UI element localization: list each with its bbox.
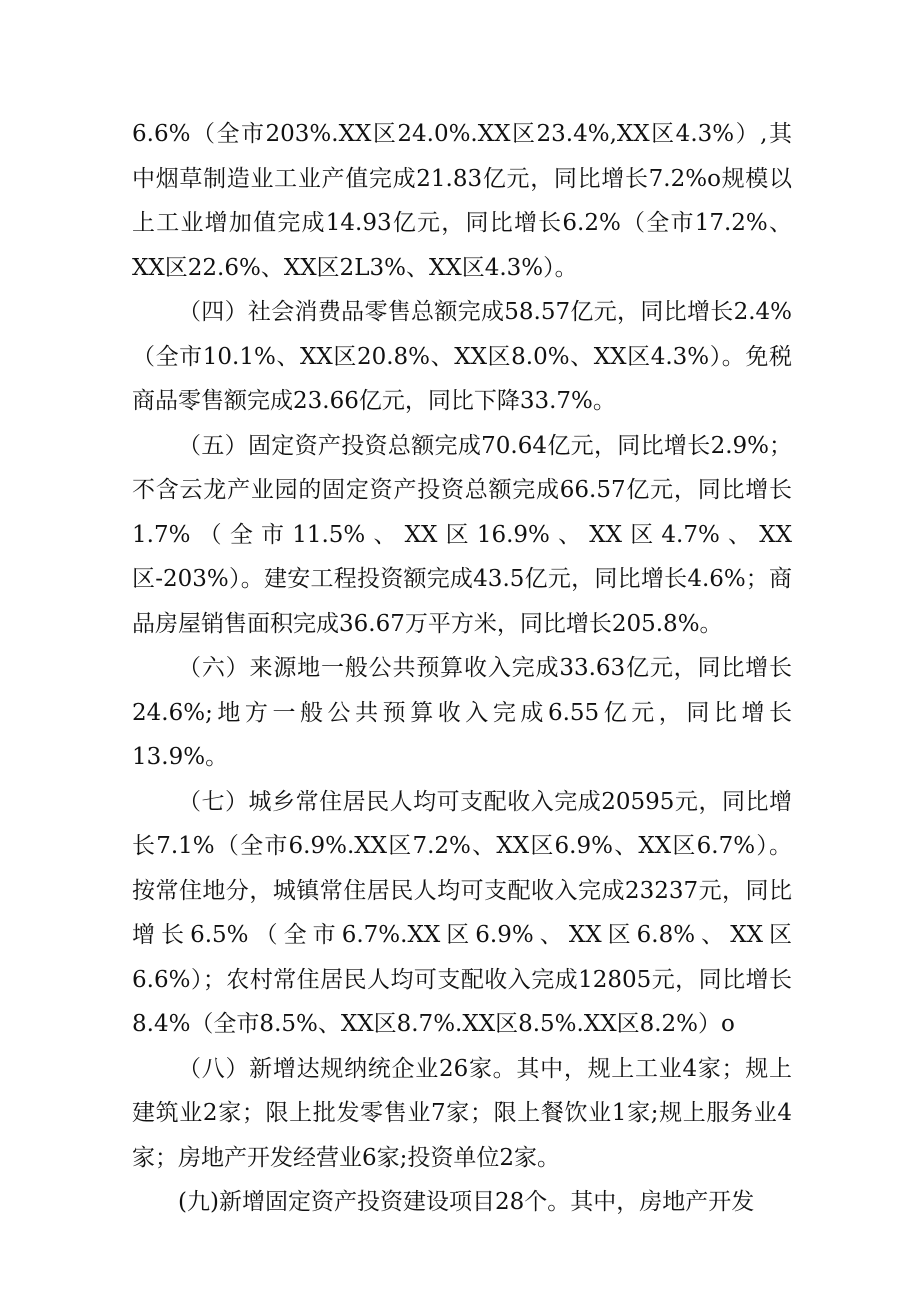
paragraph-retail-sales: （四）社会消费品零售总额完成58.57亿元，同比增长2.4%（全市10.1%、XX区20.8%、XX区8.0%、XX区4.3%）。免税商品零售额完成23.66亿元，同比下降33.7%。 [132,299,792,414]
paragraph-new-investment-projects: (九)新增固定资产投资建设项目28个。其中，房地产开发 [178,1189,755,1215]
paragraph-fixed-asset-investment: （五）固定资产投资总额完成70.64亿元，同比增长2.9%；不含云龙产业园的固定资产投资总额完成66.57亿元，同比增长1.7%（全市11.5%、XX区16.9%、XX区4.7%、XX区-203%）。建安工程投资额完成43.5亿元，同比增长4.6%；商品房屋销售面积完成36.67万平方米，同比增长205.8%。 [132,432,792,637]
paragraph-industrial-output-continued: 6.6%（全市203%.XX区24.0%.XX区23.4%,XX区4.3%）,其中烟草制造业工业产值完成21.83亿元，同比增长7.2%o规模以上工业增加值完成14.93亿元，同比增长6.2%（全市17.2%、XX区22.6%、XX区2L3%、XX区4.3%）。 [132,121,792,281]
paragraph-new-enterprises: （八）新增达规纳统企业26家。其中，规上工业4家；规上建筑业2家；限上批发零售业7家；限上餐饮业1家;规上服务业4家；房地产开发经营业6家;投资单位2家。 [132,1055,792,1171]
paragraph-public-budget-revenue: （六）来源地一般公共预算收入完成33.63亿元，同比增长24.6%;地方一般公共预算收入完成6.55亿元，同比增长13.9%。 [132,655,792,770]
paragraph-resident-income: （七）城乡常住居民人均可支配收入完成20595元，同比增长7.1%（全市6.9%.XX区7.2%、XX区6.9%、XX区6.7%）。按常住地分，城镇常住居民人均可支配收入完成23237元，同比增长6.5%（全市6.7%.XX区6.9%、XX区6.8%、XX区6.6%）；农村常住居民人均可支配收入完成12805元，同比增长8.4%（全市8.5%、XX区8.7%.XX区8.5%.XX区8.2%）o [132,788,792,1037]
document-body [132,112,792,1225]
